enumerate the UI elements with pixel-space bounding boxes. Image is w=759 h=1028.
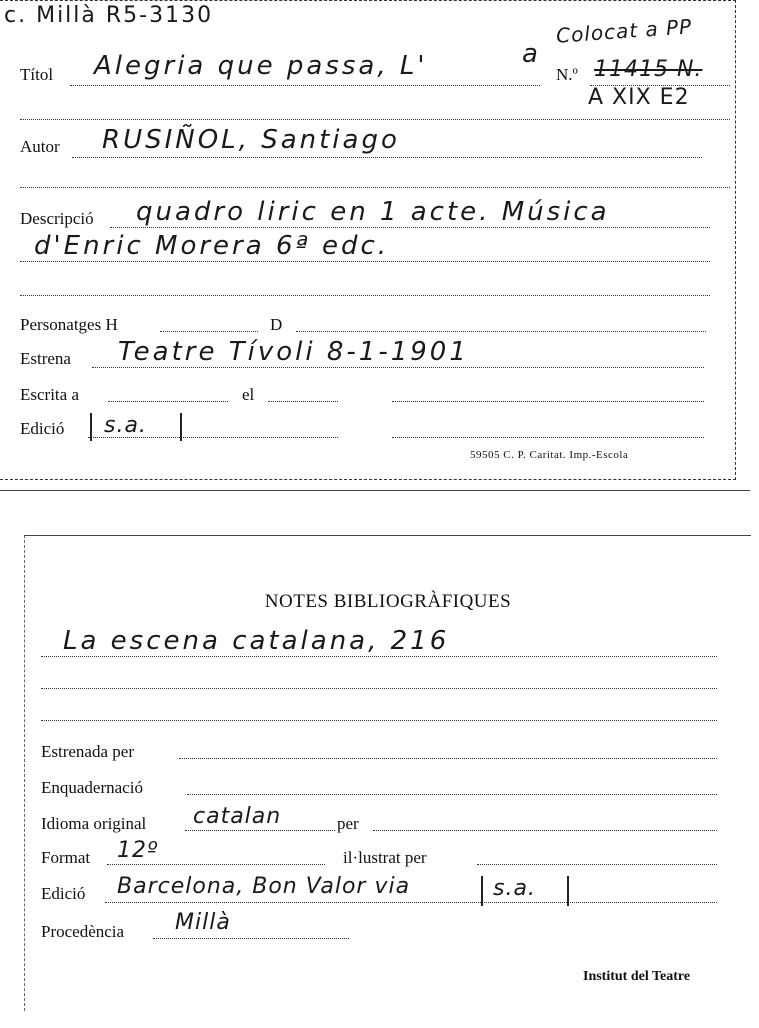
descripcio-line-2 [20,261,710,262]
estrenada-label: Estrenada per [41,742,134,761]
colocat-note: Colocat a PP [555,14,693,48]
descripcio-label: Descripció [20,209,94,228]
idioma-line [185,830,335,831]
escrita-line [108,401,228,402]
blank-line-2 [20,187,730,188]
personatges-d-line [296,331,706,332]
note-value-1: La escena catalana, 216 [63,626,450,656]
estrena-line [92,367,704,368]
idioma-label: Idioma original [41,814,147,833]
blank-line-1 [20,119,730,120]
autor-line [72,157,702,158]
personatges-label: Personatges H [20,315,118,334]
notes-heading: NOTES BIBLIOGRÀFIQUES [264,591,512,612]
estrena-value: Teatre Tívoli 8-1-1901 [118,337,469,367]
num-value: 11415 N. [594,57,703,82]
num-label: N.º [556,65,578,84]
procedencia-value: Millà [175,910,231,935]
descripcio-value-1: quadro liric en 1 acte. Música [136,197,610,227]
idioma-per-line [373,830,717,831]
printer-imprint: 59505 C. P. Caritat. Imp.-Escola [470,449,629,461]
separator-line [0,490,750,491]
idioma-value: catalan [193,804,282,829]
titol-line [70,85,540,86]
estrena-label: Estrena [20,349,71,368]
enquadernacio-line [187,794,717,795]
format-value: 12º [117,838,159,863]
enquadernacio-label: Enquadernació [41,778,143,797]
edicio-value: s.a. [104,413,147,438]
illustrat-line [477,864,717,865]
descripcio-value-2: d'Enric Morera 6ª edc. [34,231,390,261]
el-line [268,401,338,402]
format-line [107,864,325,865]
institut-imprint: Institut del Teatre [583,969,691,984]
procedencia-line [153,938,349,939]
titol-extra: a [522,39,541,69]
procedencia-label: Procedència [41,922,125,941]
blank-line-3 [20,295,710,296]
num-value2: A XIX E2 [588,85,690,110]
personatges-h-line [160,331,258,332]
illustrat-label: il·lustrat per [343,848,427,867]
autor-label: Autor [20,137,60,156]
catalog-card-front [0,0,736,480]
escrita-label: Escrita a [20,385,79,404]
escrita-line-2 [392,401,704,402]
autor-value: RUSIÑOL, Santiago [102,125,400,155]
edicio2-line [105,902,717,903]
edicio-label: Edició [20,419,65,438]
estrenada-line [179,758,717,759]
note-line-1 [41,656,717,657]
edicio2-value-2: s.a. [493,876,536,901]
format-label: Format [41,848,91,867]
note-line-2 [41,688,717,689]
edicio-line-2 [392,437,704,438]
titol-value: Alegria que passa, L' [94,51,428,81]
el-label: el [242,385,255,404]
corner-note: c. Millà R5-3130 [4,3,214,28]
note-line-3 [41,720,717,721]
titol-label: Títol [20,65,54,84]
catalog-card-back [24,535,751,1011]
edicio2-value: Barcelona, Bon Valor via [117,874,411,899]
descripcio-line-1 [110,227,710,228]
edicio2-label: Edició [41,884,86,903]
personatges-d-label: D [270,315,283,334]
idioma-per-label: per [337,814,359,833]
